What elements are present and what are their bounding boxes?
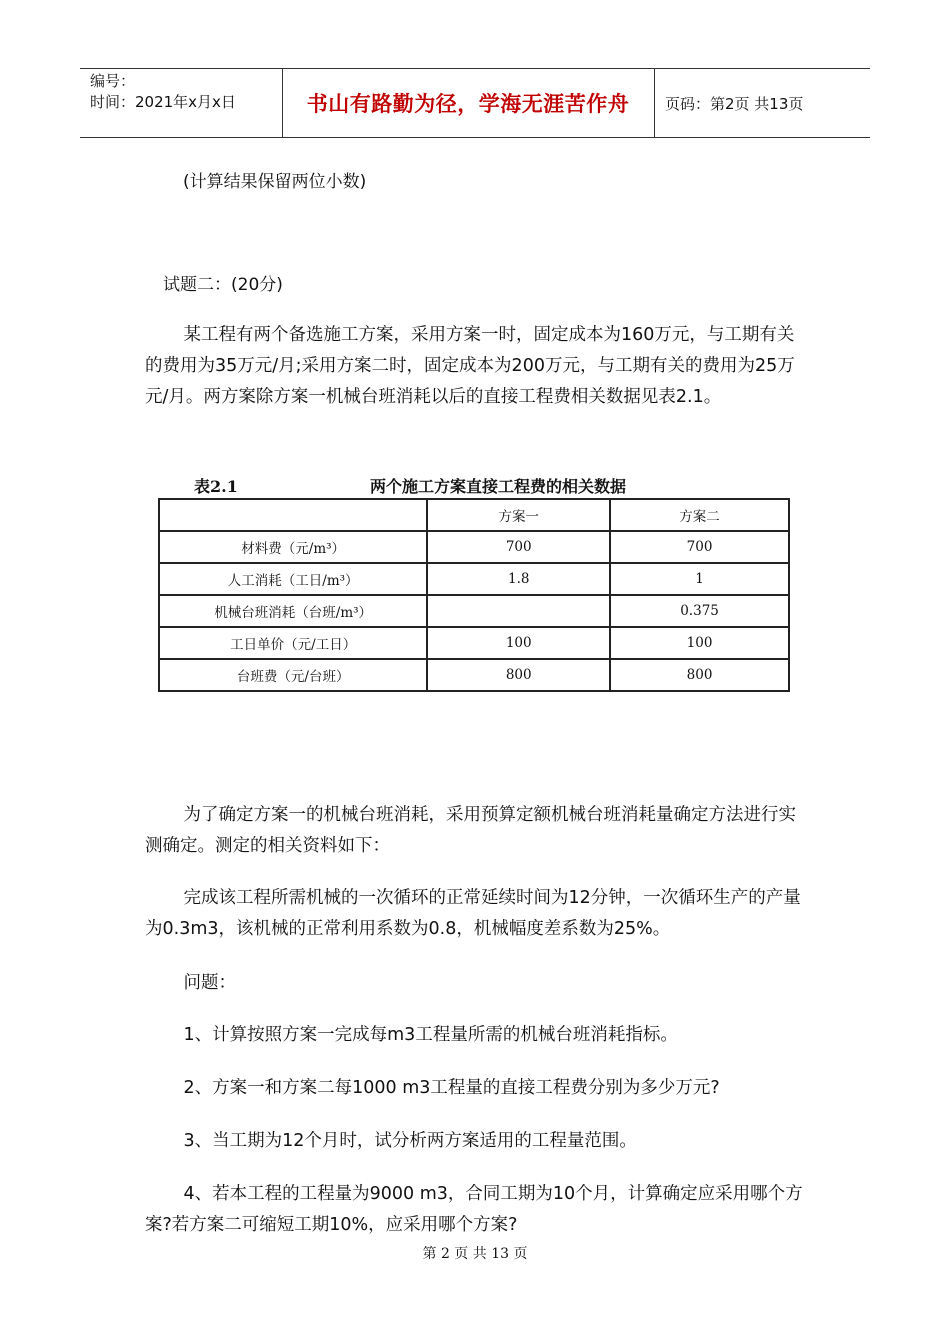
table-cell: 1.8 xyxy=(427,563,610,595)
row-label: 人工消耗（工日/m³） xyxy=(159,563,427,595)
date-label: 时间：2021年x月x日 xyxy=(90,93,236,111)
table-number: 表2.1 xyxy=(194,477,238,496)
table-2-1 xyxy=(158,470,792,702)
row-label: 机械台班消耗（台班/m³） xyxy=(159,595,427,627)
table-row xyxy=(159,563,789,595)
intro-paragraph: 某工程有两个备选施工方案，采用方案一时，固定成本为160万元，与工期有关的费用为35万元/月;采用方案二时，固定成本为200万元，与工期有关的费用为25万元/月。两方案除方案一机械台班消耗以后的直接工程费相关数据见表2.1。 xyxy=(145,325,795,407)
header-meta-cell xyxy=(80,69,283,137)
motto: 书山有路勤为径，学海无涯苦作舟 xyxy=(306,92,630,116)
page-footer: 第 2 页 共 13 页 xyxy=(422,1246,528,1262)
table-cell: 100 xyxy=(427,627,610,659)
table-cell: 1 xyxy=(610,563,789,595)
question-1: 1、计算按照方案一完成每m3工程量所需的机械台班消耗指标。 xyxy=(183,1025,678,1045)
table-caption xyxy=(158,470,792,496)
table-row xyxy=(159,659,789,691)
table-row xyxy=(159,627,789,659)
header-page-cell xyxy=(655,69,870,137)
calculation-note: (计算结果保留两位小数) xyxy=(183,172,367,192)
header-cell: 方案一 xyxy=(427,499,610,531)
question-4: 4、若本工程的工程量为9000 m3，合同工期为10个月，计算确定应采用哪个方案?若方案二可缩短工期10%，应采用哪个方案? xyxy=(145,1184,803,1235)
question-title: 试题二：(20分) xyxy=(163,275,283,295)
row-label: 台班费（元/台班） xyxy=(159,659,427,691)
header-cell xyxy=(159,499,427,531)
serial-label: 编号： xyxy=(90,72,136,90)
table-cell: 100 xyxy=(610,627,789,659)
table-cell: 800 xyxy=(427,659,610,691)
questions-label: 问题： xyxy=(183,973,236,993)
table-header-row xyxy=(159,499,789,531)
table-cell: 700 xyxy=(610,531,789,563)
table-cell: 0.375 xyxy=(610,595,789,627)
question-2: 2、方案一和方案二每1000 m3工程量的直接工程费分别为多少万元? xyxy=(183,1078,720,1098)
table-cell: 700 xyxy=(427,531,610,563)
table-cell xyxy=(427,595,610,627)
table-cell: 800 xyxy=(610,659,789,691)
page-info: 页码：第2页 共13页 xyxy=(665,94,804,113)
data-table xyxy=(158,498,790,692)
method-paragraph: 为了确定方案一的机械台班消耗，采用预算定额机械台班消耗量确定方法进行实测确定。测定的相关资料如下： xyxy=(145,805,796,856)
header-motto-cell xyxy=(282,69,655,137)
row-label: 材料费（元/m³） xyxy=(159,531,427,563)
row-label: 工日单价（元/工日） xyxy=(159,627,427,659)
table-title: 两个施工方案直接工程费的相关数据 xyxy=(370,477,627,496)
table-row xyxy=(159,531,789,563)
data-paragraph: 完成该工程所需机械的一次循环的正常延续时间为12分钟，一次循环生产的产量为0.3m3，该机械的正常利用系数为0.8，机械幅度差系数为25%。 xyxy=(145,888,801,939)
table-row xyxy=(159,595,789,627)
question-3: 3、当工期为12个月时，试分析两方案适用的工程量范围。 xyxy=(183,1131,637,1151)
header-cell: 方案二 xyxy=(610,499,789,531)
page-header xyxy=(80,68,870,138)
